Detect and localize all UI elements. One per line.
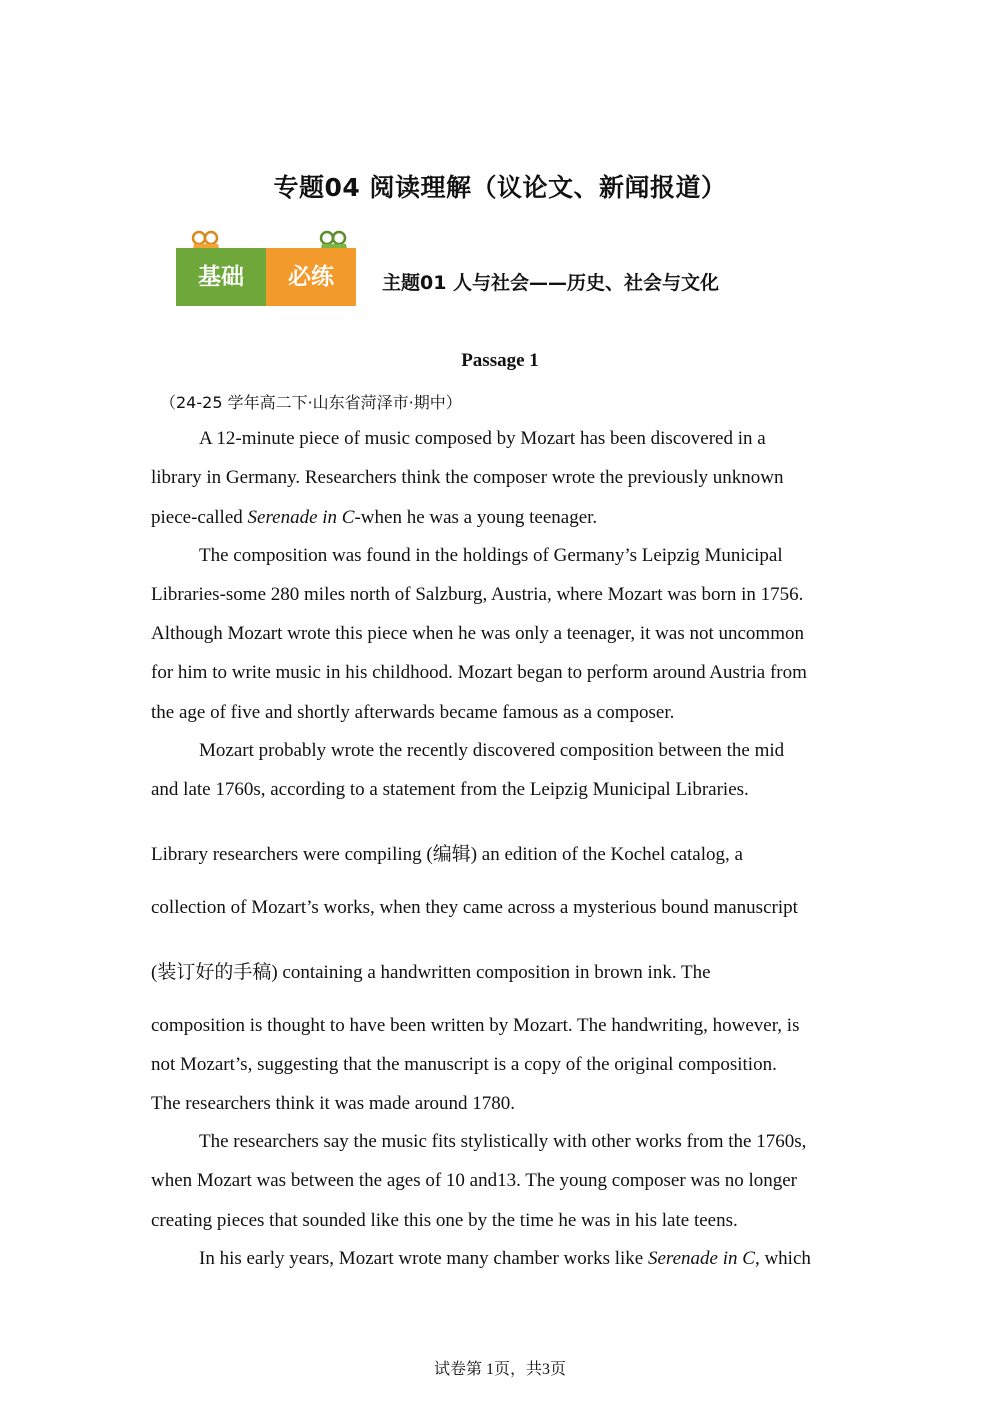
text-line: Mozart probably wrote the recently discovered composition between the mid bbox=[199, 740, 785, 761]
text-line: Although Mozart wrote this piece when he was only a teenager, it was not uncommon bbox=[151, 623, 804, 644]
text-line: The composition was found in the holdings of Germany’s Leipzig Municipal bbox=[199, 545, 783, 566]
text-line: The researchers say the music fits stylistically with other works from the 1760s, bbox=[199, 1131, 807, 1152]
text-line bbox=[199, 1247, 811, 1271]
text-line: (装订好的手稿) containing a handwritten composition in brown ink. The bbox=[151, 962, 711, 983]
text-line: when Mozart was between the ages of 10 and13. The young composer was no longer bbox=[151, 1170, 797, 1191]
text-line: Libraries-some 280 miles north of Salzburg, Austria, where Mozart was born in 1756. bbox=[151, 584, 804, 605]
passage-title: Passage 1 bbox=[461, 350, 539, 371]
text-span: -when he was a young teenager. bbox=[354, 507, 598, 528]
text-line: library in Germany. Researchers think the composer wrote the previously unknown bbox=[151, 467, 784, 488]
page-title: 专题04 阅读理解（议论文、新闻报道） bbox=[273, 173, 727, 202]
page-footer: 试卷第 1页，共3页 bbox=[433, 1361, 566, 1378]
text-line: Library researchers were compiling (编辑) an edition of the Kochel catalog, a bbox=[151, 844, 743, 865]
badge-label-practice: 必练 bbox=[266, 248, 356, 306]
text-line: not Mozart’s, suggesting that the manuscript is a copy of the original composition. bbox=[151, 1054, 777, 1075]
italic-title: Serenade in C bbox=[648, 1248, 755, 1269]
text-span: In his early years, Mozart wrote many chamber works like bbox=[199, 1248, 648, 1269]
text-span: , which bbox=[754, 1248, 811, 1269]
text-line: for him to write music in his childhood. Mozart began to perform around Austria from bbox=[151, 662, 807, 683]
badge-label-basic: 基础 bbox=[176, 248, 266, 306]
text-line bbox=[151, 506, 597, 530]
text-line: The researchers think it was made around 1780. bbox=[151, 1093, 516, 1114]
text-line: and late 1760s, according to a statement from the Leipzig Municipal Libraries. bbox=[151, 779, 749, 800]
text-line: A 12-minute piece of music composed by Mozart has been discovered in a bbox=[199, 428, 766, 449]
italic-title: Serenade in C bbox=[247, 507, 355, 528]
text-span: piece-called bbox=[151, 507, 248, 528]
text-line: composition is thought to have been written by Mozart. The handwriting, however, is bbox=[151, 1015, 800, 1036]
section-badge bbox=[176, 230, 358, 310]
text-line: the age of five and shortly afterwards became famous as a composer. bbox=[151, 702, 675, 723]
text-line: creating pieces that sounded like this one by the time he was in his late teens. bbox=[151, 1210, 738, 1231]
passage-source: （24-25 学年高二下·山东省菏泽市·期中） bbox=[160, 393, 462, 412]
text-line: collection of Mozart’s works, when they came across a mysterious bound manuscript bbox=[151, 897, 798, 918]
topic-heading: 主题01 人与社会——历史、社会与文化 bbox=[382, 272, 720, 294]
